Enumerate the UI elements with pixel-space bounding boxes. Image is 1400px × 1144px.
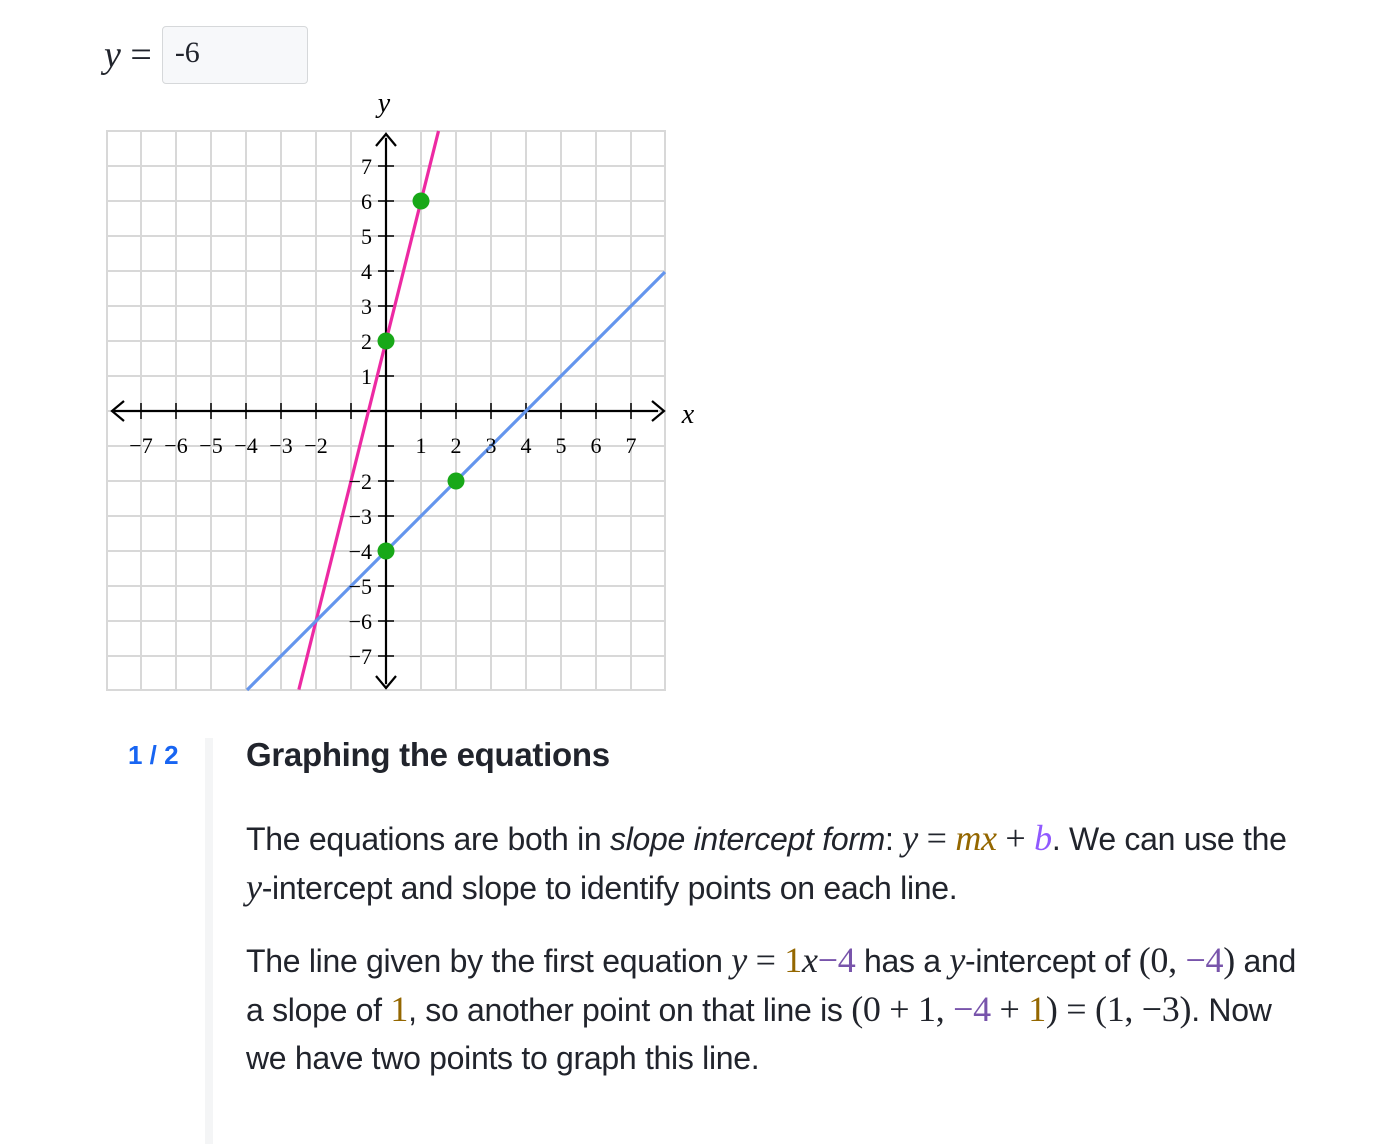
x-tick-label: −4: [234, 433, 258, 458]
y-tick-label: 2: [361, 329, 372, 354]
x-tick-label: 1: [415, 433, 427, 458]
coordinate-graph: [100, 88, 695, 700]
answer-input[interactable]: -6: [162, 26, 308, 84]
answer-label: y =: [104, 34, 152, 76]
x-tick-label: 3: [485, 433, 497, 458]
y-tick-label: 5: [361, 224, 372, 249]
tick-labels: [129, 88, 694, 669]
hint-title: Graphing the equations: [246, 736, 610, 773]
x-tick-label: 7: [625, 433, 637, 458]
y-tick-label: 3: [361, 294, 372, 319]
graph-point: [378, 543, 395, 560]
y-tick-label: 6: [361, 189, 372, 214]
hint-body: [246, 736, 1306, 1106]
x-tick-label: −3: [269, 433, 293, 458]
answer-row: [104, 22, 308, 88]
graph-point: [413, 193, 430, 210]
y-tick-label: −7: [348, 644, 372, 669]
x-tick-label: −7: [129, 433, 153, 458]
y-tick-label: −6: [348, 609, 372, 634]
y-tick-label: 4: [361, 259, 372, 284]
graph-point: [378, 333, 395, 350]
hint-counter: 1 / 2: [128, 740, 179, 770]
y-tick-label: −3: [348, 504, 372, 529]
hint-paragraph-1: The equations are both in slope intercept form: y = mx + b. We can use the y-intercept and slope to identify points on each line.: [246, 818, 1287, 907]
graph-point: [448, 473, 465, 490]
x-tick-label: −6: [164, 433, 188, 458]
x-tick-label: 2: [450, 433, 462, 458]
y-tick-label: 7: [361, 154, 372, 179]
x-tick-label: 6: [590, 433, 602, 458]
x-tick-label: −2: [304, 433, 328, 458]
hint-divider: [205, 738, 213, 1144]
y-axis-label: y: [377, 88, 391, 119]
y-tick-label: −2: [348, 469, 372, 494]
x-tick-label: 5: [555, 433, 567, 458]
x-axis-label: x: [681, 399, 695, 430]
x-tick-label: 4: [520, 433, 532, 458]
y-tick-label: −4: [348, 539, 372, 564]
y-tick-label: 1: [361, 364, 372, 389]
y-tick-label: −5: [348, 574, 372, 599]
hint-paragraph-2: The line given by the first equation y = 1x−4 has a y-intercept of (0, −4) and a slope of 1, so another point on that line is (0 + 1, −4 + 1) = (1, −3). Now we have two points to graph this line.: [246, 940, 1297, 1076]
axes: [112, 134, 664, 688]
x-tick-label: −5: [199, 433, 223, 458]
